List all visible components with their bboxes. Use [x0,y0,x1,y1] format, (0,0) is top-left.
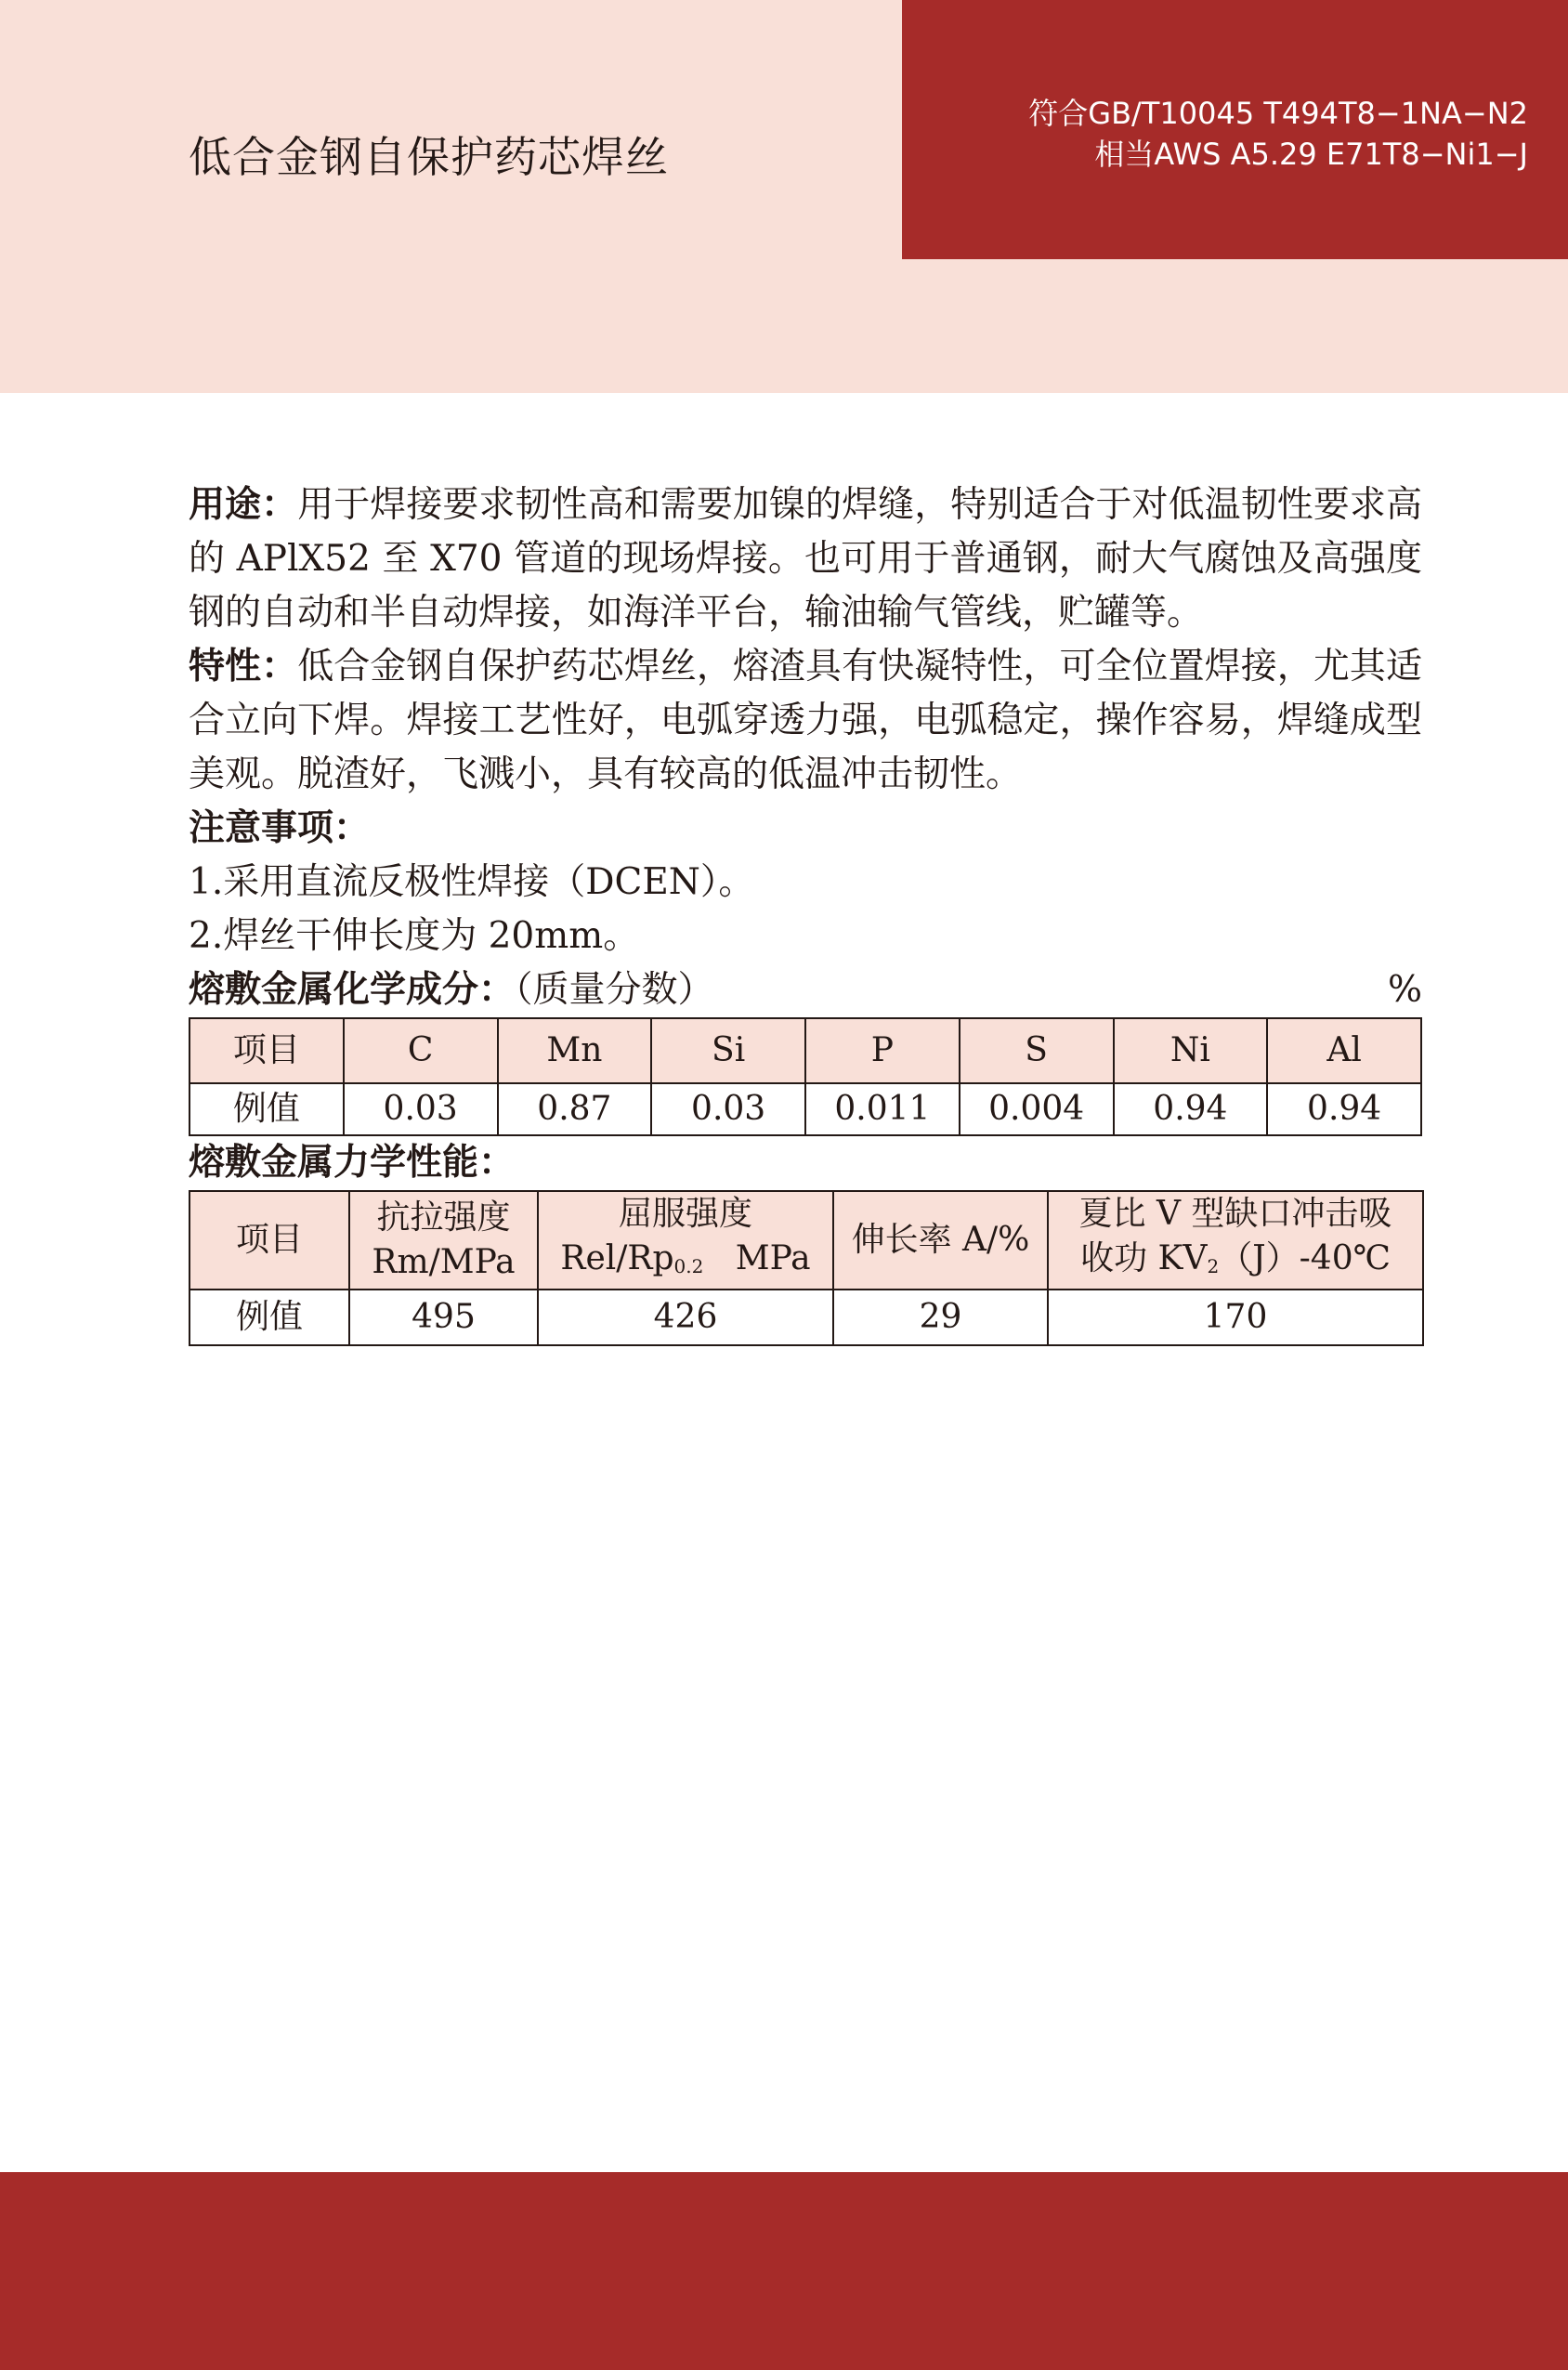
chemical-value-row [189,1083,1421,1135]
chemical-header-row [189,1018,1421,1083]
chemical-table [189,1017,1422,1136]
impact-unit: 收功 $KV_2(J)-40℃$ [1080,1239,1391,1277]
usage-text: 用于焊接要求韧性高和需要加镍的焊缝，特别适合于对低温韧性要求高的 APlX52 至 X70 管道的现场焊接。也可用于普通钢，耐大气腐蚀及高强度钢的自动和半自动焊接，如海洋平台，输油输气管线，贮罐等。 [189,484,1422,634]
mechanical-table [189,1190,1424,1346]
mech-value-elongation: 29 [833,1290,1048,1345]
chem-value-ni: 0.94 [1114,1083,1268,1135]
usage-label: 用途： [189,484,298,526]
chem-value-al: 0.94 [1267,1083,1421,1135]
notes-heading: 注意事项： [189,807,371,849]
features-text: 低合金钢自保护药芯焊丝，熔渣具有快凝特性，可全位置焊接，尤其适合立向下焊。焊接工艺性好，电弧穿透力强，电弧稳定，操作容易，焊缝成型美观。脱渣好，飞溅小，具有较高的低温冲击韧性。 [189,646,1422,795]
mech-header-item: 项目 [189,1191,349,1290]
chemical-qualifier: （质量分数） [515,969,714,1011]
chemical-unit: % [1387,969,1422,1011]
chem-header-mn: Mn [498,1018,652,1083]
mech-header-yield [538,1191,833,1290]
chem-value-si: 0.03 [651,1083,805,1135]
product-title: 低合金钢自保护药芯焊丝 [189,132,669,182]
chem-header-ni: Ni [1114,1018,1268,1083]
chem-value-c: 0.03 [344,1083,498,1135]
mechanical-header-row [189,1191,1423,1290]
mech-header-impact [1048,1191,1423,1290]
chem-value-mn: 0.87 [498,1083,652,1135]
mech-value-yield: 426 [538,1290,833,1345]
features-paragraph [189,640,1422,802]
features-label: 特性： [189,646,298,687]
yield-unit: Rel/$Rp_{0.2}$ MPa [560,1239,811,1277]
chem-value-p: 0.011 [805,1083,960,1135]
chem-header-c: C [344,1018,498,1083]
chem-header-p: P [805,1018,960,1083]
chemical-heading [189,963,1422,1017]
content [189,478,1422,1346]
impact-label: 夏比 V 型缺口冲击吸 [1078,1195,1392,1233]
chem-value-item: 例值 [189,1083,344,1135]
yield-label: 屈服强度 [618,1195,752,1233]
note-item-2: 2.焊丝干伸长度为 20mm。 [189,915,640,957]
mechanical-heading: 熔敷金属力学性能： [189,1142,516,1184]
chem-header-al: Al [1267,1018,1421,1083]
mech-header-tensile [349,1191,538,1290]
mech-value-impact: 170 [1048,1290,1423,1345]
chem-header-s: S [960,1018,1114,1083]
mech-value-tensile: 495 [349,1290,538,1345]
footer-band [0,2172,1568,2370]
standard-gb: 符合GB/T10045 T494T8−1NA−N2 [1028,96,1528,131]
standard-aws: 相当AWS A5.29 E71T8−Ni1−J [1094,137,1528,172]
note-item-1: 1.采用直流反极性焊接（DCEN）。 [189,861,755,903]
tensile-label: 抗拉强度 [376,1198,511,1237]
chem-value-s: 0.004 [960,1083,1114,1135]
usage-paragraph [189,478,1422,640]
mech-value-item: 例值 [189,1290,349,1345]
mech-header-elongation: 伸长率 A/% [833,1191,1048,1290]
chem-header-item: 项目 [189,1018,344,1083]
tensile-unit: Rm/MPa [372,1243,516,1281]
mechanical-value-row [189,1290,1423,1345]
chem-header-si: Si [651,1018,805,1083]
chemical-label: 熔敷金属化学成分： [189,969,516,1011]
standard-box [902,0,1568,259]
